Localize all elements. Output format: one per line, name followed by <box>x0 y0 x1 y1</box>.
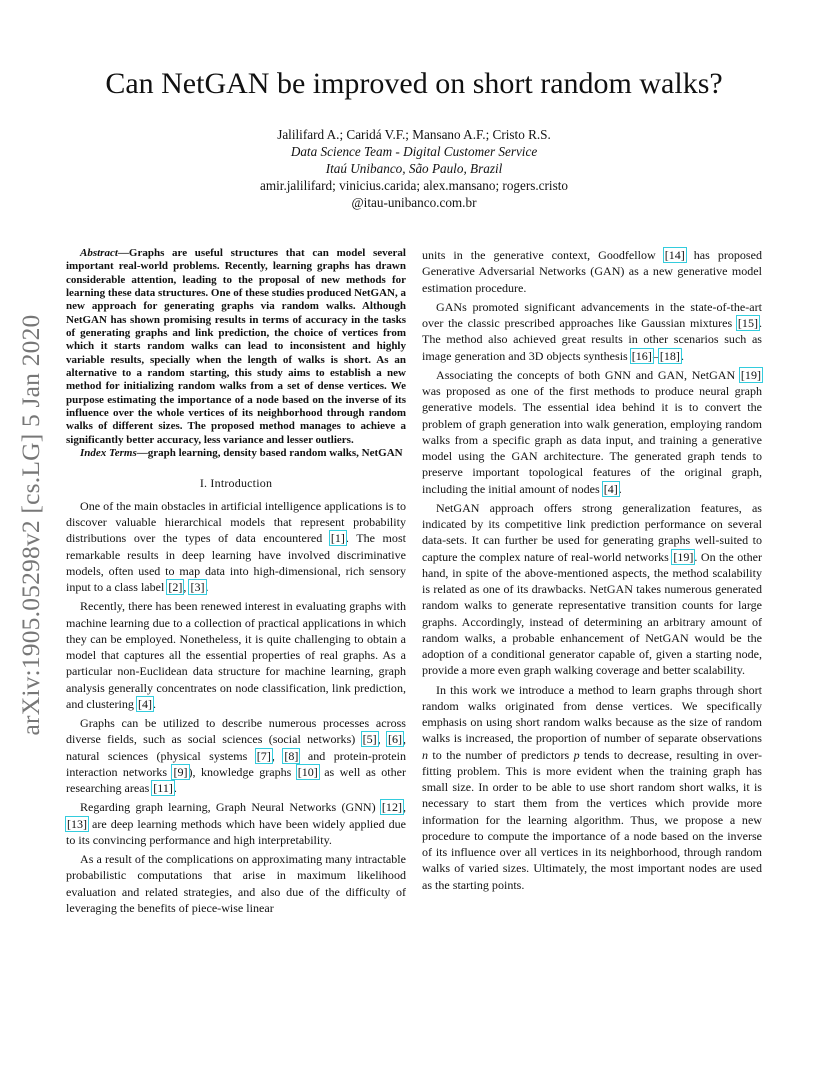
citation-link[interactable]: [4] <box>603 481 618 496</box>
affiliation-institution: Itaú Unibanco, São Paulo, Brazil <box>325 161 503 176</box>
citation-link[interactable]: [9] <box>173 764 188 779</box>
intro-paragraph-1: One of the main obstacles in artificial intelligence applications is to discover valuable hierarchical models that represent probability distributions over the types of data encountered [1]. The most remarkable results in deep learning have involved discriminative models, often used to map data into high-dimensional, rich sensory input to a class label [2], [3]. <box>66 498 406 594</box>
left-column <box>66 247 406 916</box>
citation-link[interactable]: [5] <box>362 732 377 747</box>
citation-link[interactable]: [10] <box>297 764 318 779</box>
citation-link[interactable]: [19] <box>673 549 694 564</box>
citation-link[interactable]: [16] <box>631 348 652 363</box>
abstract <box>66 247 406 447</box>
author-email-domain: @itau-unibanco.com.br <box>351 195 477 210</box>
citation-link[interactable]: [11] <box>153 781 173 795</box>
right-paragraph-2: GANs promoted significant advancements in the state-of-the-art over the classic prescribed approaches like Gaussian mixtures [15]. The method also achieved great results in other scenarios such as image generation and 3D objects synthesis [16]–[18]. <box>422 299 762 363</box>
citation-link[interactable]: [12] <box>381 800 402 815</box>
index-terms <box>66 447 406 460</box>
citation-link[interactable]: [2] <box>168 580 183 594</box>
intro-paragraph-5: As a result of the complications on approximating many intractable probabilistic computations that arise in maximum likelihood evaluation and related strategies, and also due of the difficulty of leveraging the benefits of piece-wise linear <box>66 852 406 915</box>
right-column <box>422 247 762 893</box>
right-paragraph-4: NetGAN approach offers strong generalization features, as indicated by its competitive link prediction performance on several data-sets. It can further be used for generating graphs well-suited to capture the complex nature of real-world networks [19]. On the other hand, in spite of the above-mentioned aspects, the method scalability is related as one of its drawbacks. NetGAN takes numerous generated random walks to generate representative transition counts for large graphs. Accordingly, instead of determining an arbitrary amount of random walks, a probable enhancement of NetGAN would be the adoption of a conditional generator capable of, given a starting node, provide a more even graph walking coverage and better scalability. <box>422 500 762 678</box>
citation-link[interactable]: [6] <box>387 732 402 747</box>
index-terms-label: Index Terms <box>80 447 137 460</box>
author-block <box>0 126 828 211</box>
citation-link[interactable]: [8] <box>284 748 299 763</box>
citation-link[interactable]: [14] <box>664 248 685 262</box>
citation-link[interactable]: [13] <box>67 816 88 831</box>
citation-link[interactable]: [4] <box>137 696 152 711</box>
citation-link[interactable]: [19] <box>740 367 761 382</box>
index-terms-text: —graph learning, density based random walks, NetGAN <box>136 447 403 460</box>
paper-title: Can NetGAN be improved on short random walks? <box>105 67 723 100</box>
right-paragraph-3: Associating the concepts of both GNN and GAN, NetGAN [19] was proposed as one of the first methods to produce neural graph generative models. The essential idea behind it is to convert the problem of graph generation into walk generation, employing random walks from a specific graph as data input, and training a generative model using the GAN architecture. The generated graph tends to preserve important topological features of the original graph, including the initial amount of nodes [4]. <box>422 367 762 496</box>
section-heading-introduction: I. Introduction <box>199 475 273 490</box>
intro-paragraph-3: Graphs can be utilized to describe numerous processes across diverse fields, such as social sciences (social networks) [5], [6], natural sciences (physical systems [7], [8] and protein-protein interaction networks [9]), knowledge graphs [10] as well as other researching areas [11]. <box>66 716 406 795</box>
citation-link[interactable]: [3] <box>190 580 205 594</box>
citation-link[interactable]: [18] <box>659 348 680 363</box>
abstract-text: —Graphs are useful structures that can model several important real-world problems. Recently, learning graphs has drawn considerable attention, leading to the proposal of new methods for learning these data structures. One of these studies produced NetGAN, a new approach for generating graphs via random walks. Although NetGAN has shown promising results in terms of accuracy in the tasks of generating graphs and link prediction, the choice of vertices from which it starts random walks can lead to inconsistent and highly variable results, specially when the length of walks is short. As an alternative to a random starting, this study aims to establish a new method for initializing random walks from a set of dense vertices. We purpose estimating the importance of a node based on the inverse of its influence over the whole vertices of its neighborhood through random walks of different sizes. The proposed method manages to achieve a significantly better accuracy, less variance and lesser outliers. <box>66 247 406 446</box>
right-paragraph-1: units in the generative context, Goodfellow [14] has proposed Generative Adversarial Networks (GAN) as a new generative model estimation procedure. <box>422 248 762 295</box>
abstract-label: Abstract <box>80 247 118 259</box>
author-list: Jalilifard A.; Caridá V.F.; Mansano A.F.; Cristo R.S. <box>277 127 551 142</box>
citation-link[interactable]: [15] <box>737 316 758 330</box>
author-emails: amir.jalilifard; vinicius.carida; alex.mansano; rogers.cristo <box>260 178 568 193</box>
arxiv-identifier: arXiv:1905.05298v2 [cs.LG] 5 Jan 2020 <box>16 314 45 736</box>
arxiv-sidebar <box>13 295 49 755</box>
right-paragraph-5: In this work we introduce a method to learn graphs through short random walks originated from dense vertices. We specifically emphasis on using short random walks because as the size of random walks is increased, the proportion of number of separate observations n to the number of predictors p tends to decrease, resulting in over-fitting problem. This is more evident when the training graph has small size. In order to be able to use short random short walks, it is necessary to start them from the vertices which provide more information for the learning algorithm. Thus, we propose a new procedure to compute the importance of a node based on the inverse of its influence over all vertices in its neighborhood, through random walks of varied sizes. Ultimately, the most important nodes are used as the starting points. <box>422 682 762 892</box>
affiliation-team: Data Science Team - Digital Customer Service <box>290 144 538 159</box>
citation-link[interactable]: [7] <box>256 748 271 763</box>
intro-paragraph-4: Regarding graph learning, Graph Neural Networks (GNN) [12], [13] are deep learning methods which have been widely applied due to its convincing performance and high interpretability. <box>66 800 406 847</box>
intro-paragraph-2: Recently, there has been renewed interest in evaluating graphs with machine learning due to a collection of practical applications in which they can be employed. Nonetheless, it is quite challenging to obtain a model that captures all the essential properties of real graphs. As a particular non-Euclidean data structure for machine learning, graph analysis generally concentrates on node classification, link prediction, and clustering [4]. <box>66 599 406 711</box>
citation-link[interactable]: [1] <box>330 531 345 546</box>
